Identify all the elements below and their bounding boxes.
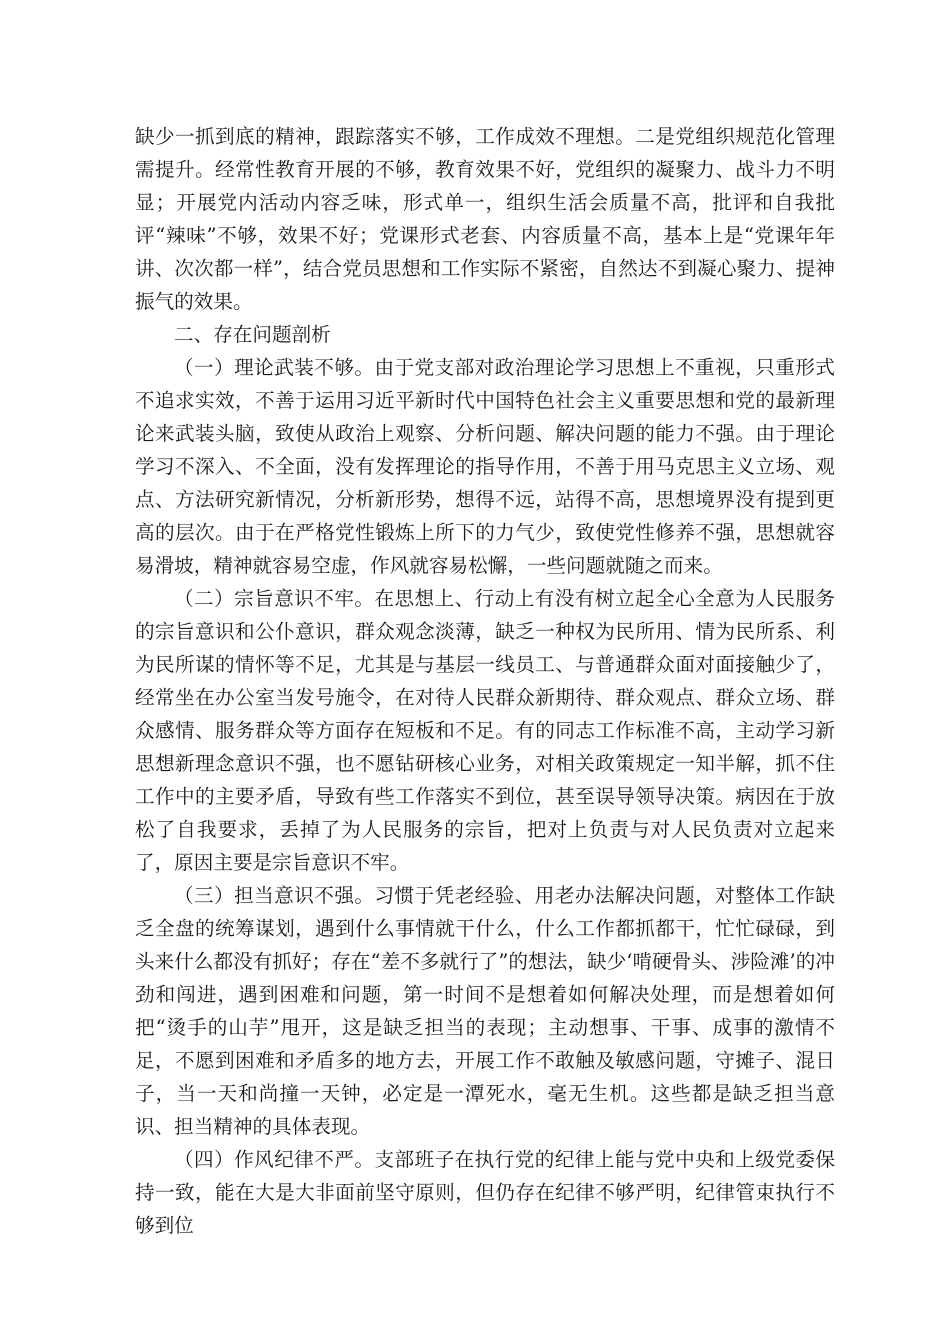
section-heading: 二、存在问题剖析	[174, 323, 331, 346]
paragraph-theory: （一）理论武装不够。由于党支部对政治理论学习思想上不重视，只重形式不追求实效，不善于运用习近平新时代中国特色社会主义重要思想和党的最新理论来武装头脑，致使从政治上观察、分析问题、解决问题的能力不强。由于理论学习不深入、不全面，没有发挥理论的指导作用，不善于用马克思主义立场、观点、方法研究新情况，分析新形势，想得不远，站得不高，思想境界没有提到更高的层次。由于在严格党性锻炼上所下的力气少，致使党性修养不强，思想就容易滑坡，精神就容易空虚，作风就容易松懈，一些问题就随之而来。	[135, 356, 835, 577]
document-body	[135, 120, 835, 1242]
paragraph-responsibility: （三）担当意识不强。习惯于凭老经验、用老办法解决问题，对整体工作缺乏全盘的统筹谋划，遇到什么事情就干什么，什么工作都抓都干，忙忙碌碌，到头来什么都没有抓好；存在“差不多就行了”的想法，缺少‘啃硬骨头、涉险滩’的冲劲和闯进，遇到困难和问题，第一时间不是想着如何解决处理，而是想着如何把“烫手的山芋”甩开，这是缺乏担当的表现；主动想事、干事、成事的激情不足，不愿到困难和矛盾多的地方去，开展工作不敢触及敏感问题，守摊子、混日子，当一天和尚撞一天钟，必定是一潭死水，毫无生机。这些都是缺乏担当意识、担当精神的具体表现。	[135, 884, 835, 1138]
paragraph-purpose: （二）宗旨意识不牢。在思想上、行动上有没有树立起全心全意为人民服务的宗旨意识和公仆意识，群众观念淡薄，缺乏一种权为民所用、情为民所系、利为民所谋的情怀等不足，尤其是与基层一线员工、与普通群众面对面接触少了，经常坐在办公室当发号施令，在对待人民群众新期待、群众观点、群众立场、群众感情、服务群众等方面存在短板和不足。有的同志工作标准不高，主动学习新思想新理念意识不强，也不愿钻研核心业务，对相关政策规定一知半解，抓不住工作中的主要矛盾，导致有些工作落实不到位，甚至误导领导决策。病因在于放松了自我要求，丢掉了为人民服务的宗旨，把对上负责与对人民负责对立起来了，原因主要是宗旨意识不牢。	[135, 587, 835, 874]
paragraph-continuation: 缺少一抓到底的精神，跟踪落实不够，工作成效不理想。二是党组织规范化管理需提升。经常性教育开展的不够，教育效果不好，党组织的凝聚力、战斗力不明显；开展党内活动内容乏味，形式单一，组织生活会质量不高，批评和自我批评“辣味”不够，效果不好；党课形式老套、内容质量不高，基本上是“党课年年讲、次次都一样”，结合党员思想和工作实际不紧密，自然达不到凝心聚力、提神振气的效果。	[135, 125, 835, 313]
paragraph-discipline: （四）作风纪律不严。支部班子在执行党的纪律上能与党中央和上级党委保持一致，能在大是大非面前坚守原则，但仍存在纪律不够严明，纪律管束执行不够到位	[135, 1148, 835, 1237]
